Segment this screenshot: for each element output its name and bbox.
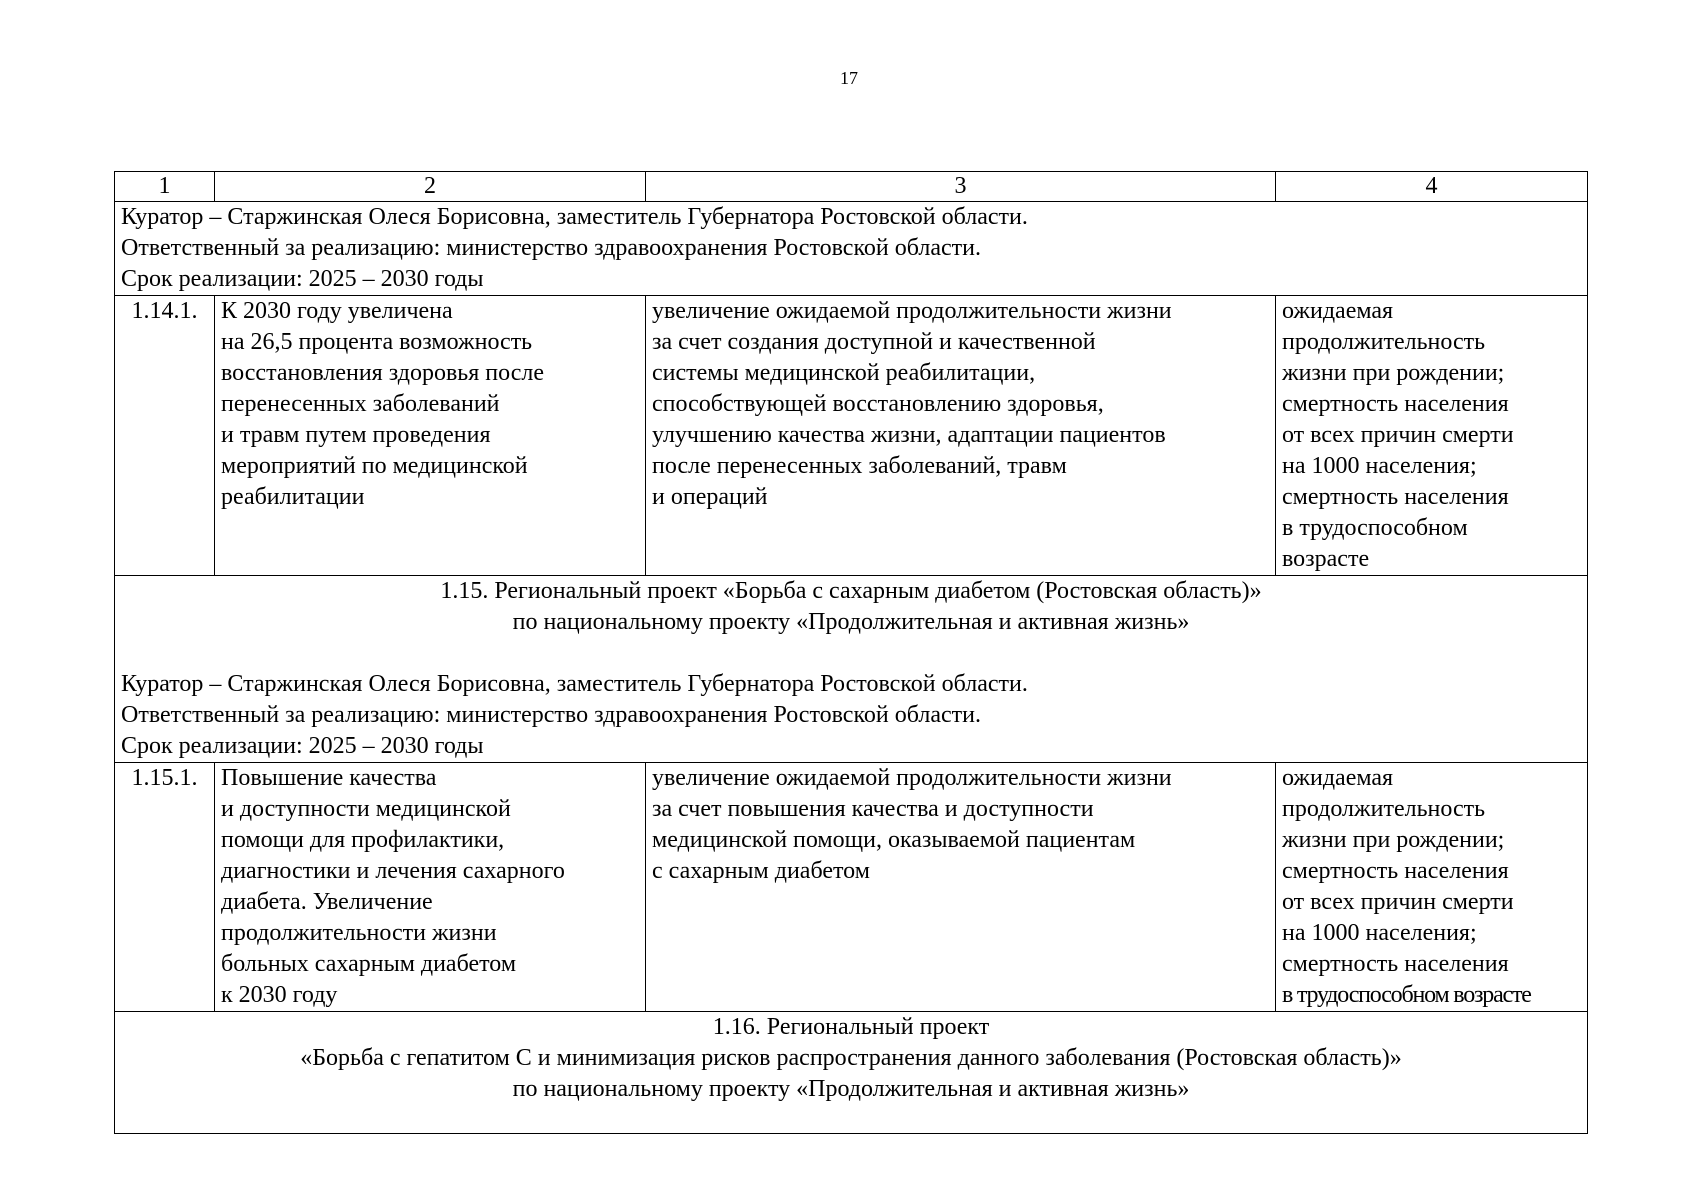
term-line: Срок реализации: 2025 – 2030 годы bbox=[121, 266, 484, 292]
text-line: смертность населения bbox=[1282, 484, 1509, 510]
effect-cell bbox=[646, 763, 1276, 1012]
text-line: смертность населения bbox=[1282, 951, 1509, 977]
text-line: продолжительности жизни bbox=[221, 920, 497, 946]
text-line: смертность населения bbox=[1282, 858, 1509, 884]
curator-line: Куратор – Старжинская Олеся Борисовна, заместитель Губернатора Ростовской области. bbox=[121, 671, 1028, 697]
table-row bbox=[115, 763, 1588, 1012]
text-line: жизни при рождении; bbox=[1282, 827, 1505, 853]
section-title-line: «Борьба с гепатитом С и минимизация рисков распространения данного заболевания (Ростовская область)» bbox=[300, 1045, 1402, 1071]
header-cell-4: 4 bbox=[1276, 172, 1588, 202]
section-row bbox=[115, 1012, 1588, 1134]
term-line: Срок реализации: 2025 – 2030 годы bbox=[121, 733, 484, 759]
text-line: Повышение качества bbox=[221, 765, 437, 791]
effect-cell bbox=[646, 296, 1276, 576]
text-line: на 1000 населения; bbox=[1282, 453, 1477, 479]
indicator-cell bbox=[1276, 296, 1588, 576]
row-number: 1.14.1. bbox=[115, 296, 215, 576]
row-number: 1.15.1. bbox=[115, 763, 215, 1012]
indicator-cell bbox=[1276, 763, 1588, 1012]
text-line: продолжительность bbox=[1282, 329, 1486, 355]
section-info-row bbox=[115, 202, 1588, 296]
text-line: смертность населения bbox=[1282, 391, 1509, 417]
section-row bbox=[115, 576, 1588, 763]
header-cell-1: 1 bbox=[115, 172, 215, 202]
text-line: возрасте bbox=[1282, 546, 1370, 572]
text-line: К 2030 году увеличена bbox=[221, 298, 453, 324]
text-line: на 26,5 процента возможность bbox=[221, 329, 533, 355]
text-line: мероприятий по медицинской bbox=[221, 453, 528, 479]
text-line: в трудоспособном возрасте bbox=[1282, 982, 1531, 1008]
text-line: жизни при рождении; bbox=[1282, 360, 1505, 386]
curator-line: Куратор – Старжинская Олеся Борисовна, заместитель Губернатора Ростовской области. bbox=[121, 204, 1028, 230]
text-line: и операций bbox=[652, 484, 768, 510]
responsible-line: Ответственный за реализацию: министерство здравоохранения Ростовской области. bbox=[121, 235, 981, 261]
header-cell-2: 2 bbox=[215, 172, 646, 202]
section-subtitle: по национальному проекту «Продолжительная и активная жизнь» bbox=[512, 1076, 1190, 1102]
section-info-cell bbox=[115, 202, 1588, 296]
text-line: после перенесенных заболеваний, травм bbox=[652, 453, 1067, 479]
text-line: и травм путем проведения bbox=[221, 422, 491, 448]
text-line: в трудоспособном bbox=[1282, 515, 1468, 541]
text-line: ожидаемая bbox=[1282, 298, 1394, 324]
text-line: помощи для профилактики, bbox=[221, 827, 505, 853]
section-cell bbox=[115, 1012, 1588, 1134]
text-line: к 2030 году bbox=[221, 982, 338, 1008]
text-line: увеличение ожидаемой продолжительности жизни bbox=[652, 765, 1172, 791]
text-line: перенесенных заболеваний bbox=[221, 391, 500, 417]
text-line: способствующей восстановлению здоровья, bbox=[652, 391, 1104, 417]
spacer bbox=[121, 638, 1581, 669]
text-line: за счет создания доступной и качественной bbox=[652, 329, 1096, 355]
result-cell bbox=[215, 296, 646, 576]
text-line: улучшению качества жизни, адаптации пациентов bbox=[652, 422, 1166, 448]
text-line: диабета. Увеличение bbox=[221, 889, 433, 915]
text-line: восстановления здоровья после bbox=[221, 360, 545, 386]
text-line: и доступности медицинской bbox=[221, 796, 511, 822]
text-line: за счет повышения качества и доступности bbox=[652, 796, 1094, 822]
text-line: системы медицинской реабилитации, bbox=[652, 360, 1036, 386]
text-line: увеличение ожидаемой продолжительности жизни bbox=[652, 298, 1172, 324]
text-line: медицинской помощи, оказываемой пациентам bbox=[652, 827, 1136, 853]
text-line: от всех причин смерти bbox=[1282, 422, 1514, 448]
section-cell bbox=[115, 576, 1588, 763]
text-line: больных сахарным диабетом bbox=[221, 951, 517, 977]
page-number: 17 bbox=[840, 68, 858, 88]
text-line: продолжительность bbox=[1282, 796, 1486, 822]
table-row bbox=[115, 296, 1588, 576]
text-line: на 1000 населения; bbox=[1282, 920, 1477, 946]
header-cell-3: 3 bbox=[646, 172, 1276, 202]
result-cell bbox=[215, 763, 646, 1012]
table-header-row bbox=[115, 172, 1588, 202]
text-line: с сахарным диабетом bbox=[652, 858, 870, 884]
text-line: диагностики и лечения сахарного bbox=[221, 858, 565, 884]
document-table bbox=[114, 171, 1588, 1134]
section-title: 1.16. Региональный проект bbox=[712, 1014, 990, 1040]
section-subtitle: по национальному проекту «Продолжительная и активная жизнь» bbox=[512, 609, 1190, 635]
text-line: от всех причин смерти bbox=[1282, 889, 1514, 915]
section-title: 1.15. Региональный проект «Борьба с сахарным диабетом (Ростовская область)» bbox=[440, 578, 1262, 604]
text-line: ожидаемая bbox=[1282, 765, 1394, 791]
text-line: реабилитации bbox=[221, 484, 365, 510]
responsible-line: Ответственный за реализацию: министерство здравоохранения Ростовской области. bbox=[121, 702, 981, 728]
